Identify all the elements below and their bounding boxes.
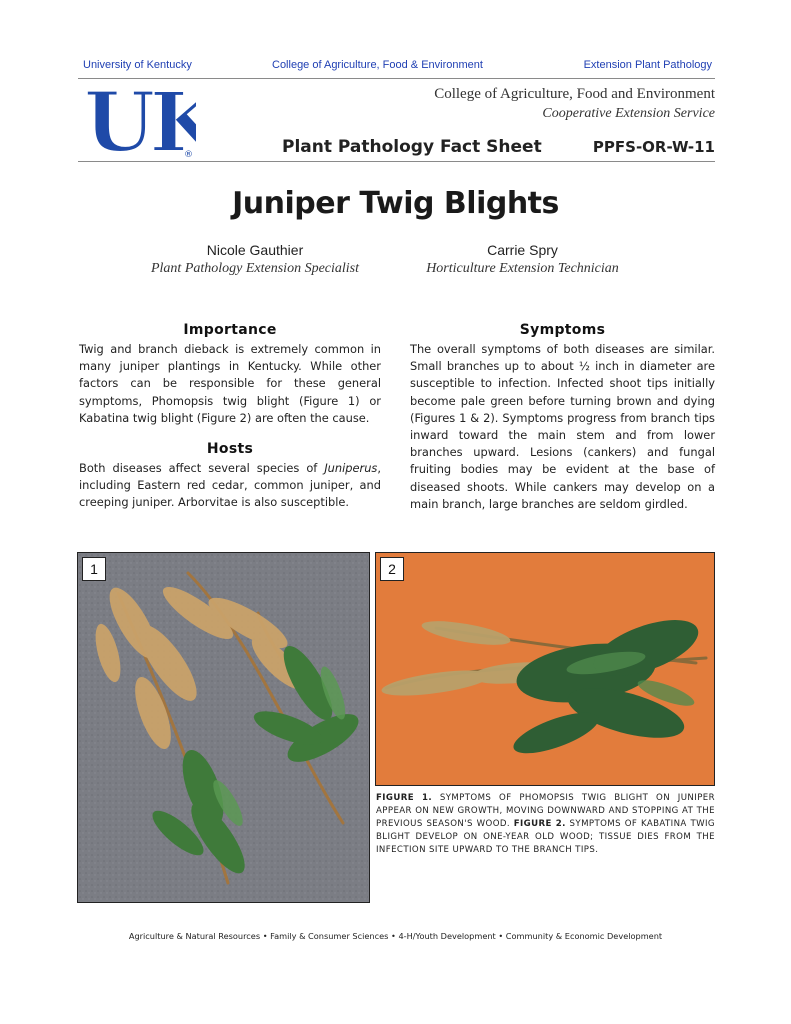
author-2-name: Carrie Spry [487, 242, 558, 258]
header-rule-top [78, 78, 715, 79]
figure-1-twig-illustration [78, 553, 368, 901]
author-1 [130, 242, 380, 277]
hosts-text-b: , including Eastern red cedar, common juniper, and creeping juniper. Arborvitae is also susceptible. [79, 461, 381, 510]
top-bar [78, 57, 715, 77]
hosts-text-a: Both diseases affect several species of [79, 461, 325, 476]
topbar-university: University of Kentucky [83, 59, 192, 71]
fact-sheet-label: Plant Pathology Fact Sheet [282, 137, 542, 157]
author-1-role: Plant Pathology Extension Specialist [150, 261, 360, 276]
figure-1-number: 1 [82, 557, 106, 581]
importance-heading: Importance [183, 322, 277, 338]
importance-text: Twig and branch dieback is extremely common in many juniper plantings in Kentucky. While other factors can be responsible for these general symptoms, Phomopsis twig blight (Figure 1) or Kabatina twig blight (Figure 2) are often the cause. [79, 342, 381, 425]
uk-logo [84, 81, 196, 161]
figure-1-photo [77, 552, 370, 903]
figure-2-photo [375, 552, 715, 786]
caption-figure-2-text: SYMPTOMS OF KABATINA TWIG BLIGHT DEVELOP ON ONE-YEAR OLD WOOD; TISSUE DIES FROM THE INFECTION SITE UPWARD TO THE BRANCH TIPS. [376, 819, 715, 855]
svg-text:®: ® [184, 150, 193, 160]
caption-figure-1-label: FIGURE 1. [376, 793, 433, 803]
svg-text:UK: UK [84, 81, 196, 161]
symptoms-text: The overall symptoms of both diseases are similar. Small branches up to about ½ inch in diameter are susceptible to infection. Infected shoot tips initially become pale green before turning brown and dying (Figures 1 & 2). Symptoms progress from branch tips inward toward the main stem and from lower branches upward. Lesions (cankers) and fungal fruiting bodies may be evident at the base of diseased shoots. While cankers may develop on a main branch, large branches are seldom girdled. [410, 342, 715, 511]
figure-2-number: 2 [380, 557, 404, 581]
footer-program-areas: Agriculture & Natural Resources • Family & Consumer Sciences • 4-H/Youth Development • Community & Economic Development [128, 931, 663, 941]
page-title: Juniper Twig Blights [232, 186, 559, 221]
topbar-department: Extension Plant Pathology [583, 59, 712, 71]
caption-figure-1-text: SYMPTOMS OF PHOMOPSIS TWIG BLIGHT ON JUNIPER APPEAR ON NEW GROWTH, MOVING DOWNWARD AND STOPPING AT THE PREVIOUS SEASON'S WOOD. [376, 793, 715, 829]
symptoms-heading: Symptoms [519, 322, 606, 338]
cooperative-extension: Cooperative Extension Service [542, 106, 715, 121]
figure-caption [376, 792, 715, 857]
topbar-college: College of Agriculture, Food & Environment [272, 59, 483, 71]
document-code: PPFS-OR-W-11 [592, 138, 715, 156]
header-rule-bottom [78, 161, 715, 162]
right-column [410, 322, 715, 513]
hosts-text [79, 460, 381, 512]
caption-figure-2-label: FIGURE 2. [513, 819, 566, 829]
hosts-heading: Hosts [206, 441, 254, 458]
college-name: College of Agriculture, Food and Environment [434, 86, 715, 102]
author-2 [400, 242, 645, 277]
left-column [79, 322, 381, 512]
figure-2-twig-illustration [376, 553, 713, 784]
hosts-text-genus: Juniperus [324, 461, 378, 476]
author-1-name: Nicole Gauthier [206, 242, 304, 258]
author-2-role: Horticulture Extension Technician [426, 261, 619, 276]
